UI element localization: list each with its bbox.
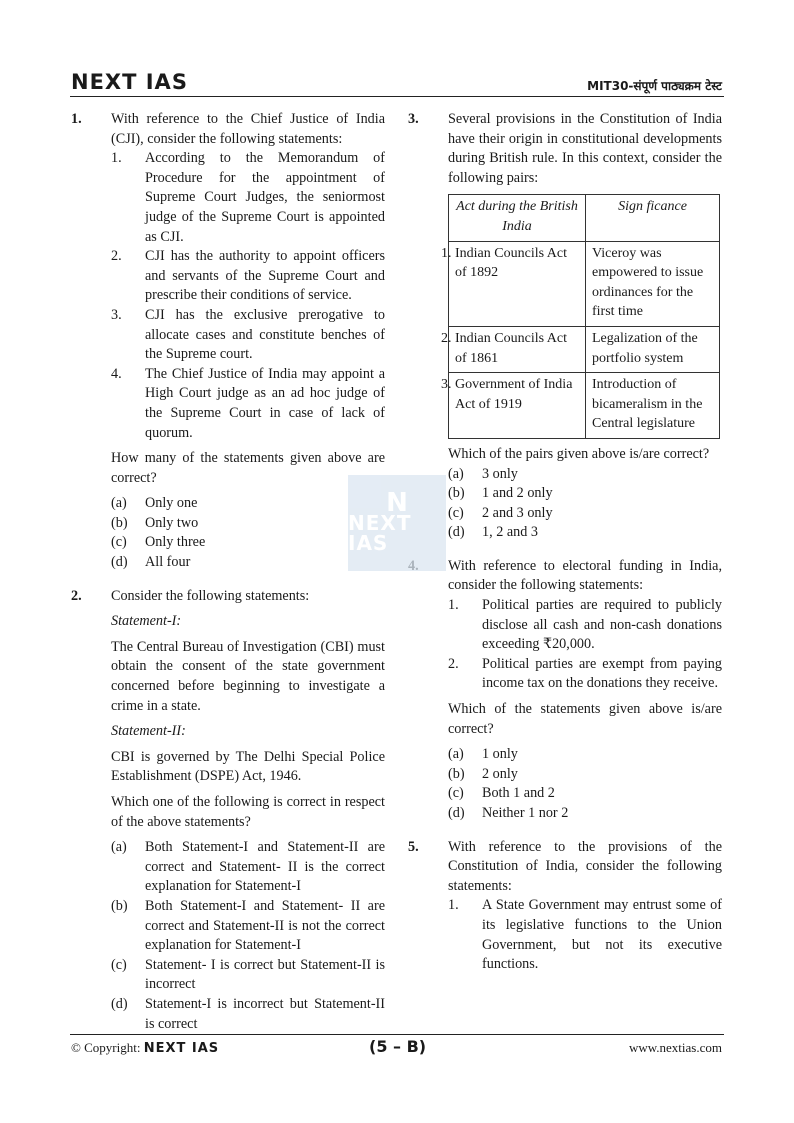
option-b[interactable] xyxy=(448,484,722,504)
option-d[interactable] xyxy=(448,523,722,543)
table-header-significance: Sign ficance xyxy=(586,195,720,241)
option-label: (b) xyxy=(111,514,128,531)
table-cell-act: 1. Indian Councils Act of 1892 xyxy=(449,241,586,326)
question-number: 3. xyxy=(408,111,419,127)
statement-number: 1. xyxy=(448,897,459,914)
statement-text: CJI has the authority to appoint officers and servants of the Supreme Court and prescribe their conditions of service. xyxy=(145,248,385,304)
statement-text: Political parties are required to publicly disclose all cash and non-cash donations exceeding ₹20,000. xyxy=(482,597,722,653)
page-number: (5 – B) xyxy=(369,1037,427,1056)
option-c[interactable] xyxy=(448,784,722,804)
option-text: Only three xyxy=(145,534,206,551)
table-row xyxy=(449,326,720,372)
table-header-act: Act during the British India xyxy=(449,195,586,241)
table-row xyxy=(449,241,720,326)
table-cell-significance: Introduction of bicameralism in the Central legislature xyxy=(586,373,720,439)
statement-text: A State Government may entrust some of its legislative functions to the Union Government, but not its executive functions. xyxy=(482,897,722,973)
option-text: 1 only xyxy=(482,746,518,763)
question-stem: Several provisions in the Constitution of India have their origin in constitutional developments during British rule. In this context, consider the following pairs: xyxy=(448,111,722,186)
option-label: (c) xyxy=(448,504,464,521)
option-text: Both Statement-I and Statement- II are correct and Statement-II is not the correct explanation for Statement-I xyxy=(145,897,385,954)
option-text: All four xyxy=(145,554,191,571)
footer-copyright xyxy=(71,1040,219,1056)
statement-list xyxy=(111,149,385,443)
option-text: Statement-I is incorrect but Statement-II is correct xyxy=(145,995,385,1032)
option-text: Both Statement-I and Statement-II are correct and Statement- II is the correct explanation for Statement-I xyxy=(145,839,385,895)
option-label: (c) xyxy=(111,956,127,973)
next-ias-watermark xyxy=(348,475,446,571)
option-c[interactable] xyxy=(448,504,722,524)
option-text: 1, 2 and 3 xyxy=(482,524,538,541)
statement-number: 4. xyxy=(111,365,122,382)
statement-1-text: The Central Bureau of Investigation (CBI) must obtain the consent of the state government concerned before beginning to investigate a crime in a state. xyxy=(111,638,385,714)
option-label: (c) xyxy=(448,785,464,802)
option-label: (b) xyxy=(448,765,465,782)
question-stem: With reference to the Chief Justice of India (CJI), consider the following statements: xyxy=(111,111,385,147)
option-text: Only two xyxy=(145,514,199,531)
next-ias-logo: NEXT IAS xyxy=(71,70,188,94)
question-body xyxy=(441,110,722,551)
option-label: (d) xyxy=(448,524,465,541)
question-stem: With reference to the provisions of the Constitution of India, consider the following statements: xyxy=(448,838,722,894)
option-label: (a) xyxy=(111,839,127,856)
option-text: Only one xyxy=(145,495,198,512)
footer-brand: NEXT IAS xyxy=(143,1041,220,1056)
option-text: 2 and 3 only xyxy=(482,504,553,521)
statement-item xyxy=(111,365,385,443)
option-a[interactable] xyxy=(111,494,385,514)
statement-1-label: Statement-I: xyxy=(111,613,182,630)
option-label: (c) xyxy=(111,534,127,551)
statement-2-label: Statement-II: xyxy=(111,723,186,740)
option-label: (b) xyxy=(448,485,465,502)
statement-number: 2. xyxy=(448,655,459,672)
statement-text: The Chief Justice of India may appoint a High Court judge as an ad hoc judge of the Supreme Court in case of lack of quorum. xyxy=(145,365,385,441)
statement-number: 3. xyxy=(111,306,122,323)
copyright-text: © Copyright: xyxy=(71,1040,141,1055)
watermark-mark: N xyxy=(386,488,408,518)
option-text: Statement- I is correct but Statement-II is incorrect xyxy=(145,956,385,993)
question-ask: How many of the statements given above are correct? xyxy=(111,450,385,486)
option-c[interactable] xyxy=(111,956,385,995)
question-4 xyxy=(408,557,722,832)
option-d[interactable] xyxy=(111,553,385,573)
statement-number: 1. xyxy=(448,597,459,614)
table-cell-act: 3. Government of India Act of 1919 xyxy=(449,373,586,439)
table-row xyxy=(449,373,720,439)
question-ask: Which of the statements given above is/are correct? xyxy=(448,701,722,737)
table-cell-significance: Viceroy was empowered to issue ordinances for the first time xyxy=(586,241,720,326)
question-5 xyxy=(408,838,722,981)
table-header-row xyxy=(449,195,720,241)
statement-list xyxy=(448,596,722,694)
question-stem: With reference to electoral funding in India, consider the following statements: xyxy=(448,557,722,594)
statement-item xyxy=(111,306,385,365)
option-c[interactable] xyxy=(111,533,385,553)
option-a[interactable] xyxy=(448,745,722,765)
question-2 xyxy=(71,587,385,1042)
statement-text: CJI has the exclusive prerogative to allocate cases and constitute benches of the Supreme court. xyxy=(145,306,385,363)
option-text: Neither 1 nor 2 xyxy=(482,805,569,821)
option-text: 1 and 2 only xyxy=(482,485,553,502)
option-d[interactable] xyxy=(111,995,385,1034)
question-ask: Which of the pairs given above is/are correct? xyxy=(448,445,710,462)
statement-text: Political parties are exempt from paying income tax on the donations they receive. xyxy=(482,655,722,692)
header-divider xyxy=(70,96,724,97)
option-label: (b) xyxy=(111,897,128,914)
statement-item xyxy=(111,247,385,306)
question-number: 2. xyxy=(71,587,82,604)
table-cell-act: 2. Indian Councils Act of 1861 xyxy=(449,326,586,372)
option-a[interactable] xyxy=(111,838,385,897)
right-column xyxy=(408,110,722,987)
statement-text: According to the Memorandum of Procedure for the appointment of Supreme Court Judges, the seniormost judge of the Supreme Court is appointed as CJI. xyxy=(145,150,385,245)
question-body xyxy=(111,587,385,1042)
test-name: MIT30-संपूर्ण पाठ्यक्रम टेस्ट xyxy=(587,79,722,93)
question-body xyxy=(448,557,722,832)
question-number: 5. xyxy=(408,838,419,855)
statement-list xyxy=(448,896,722,974)
statement-2-text: CBI is governed by The Delhi Special Police Establishment (DSPE) Act, 1946. xyxy=(111,748,385,785)
question-stem: Consider the following statements: xyxy=(111,587,310,604)
option-list xyxy=(111,494,385,572)
footer-divider xyxy=(70,1034,724,1035)
option-list xyxy=(111,838,385,1034)
option-list xyxy=(448,465,722,543)
statement-item xyxy=(448,896,722,974)
question-body xyxy=(448,838,722,981)
option-label: (a) xyxy=(448,465,464,482)
option-label: (d) xyxy=(111,995,128,1012)
statement-item xyxy=(448,596,722,655)
option-b[interactable] xyxy=(448,765,722,785)
question-1 xyxy=(71,110,385,581)
question-number xyxy=(408,557,448,832)
option-label: (a) xyxy=(448,746,464,763)
question-number: 1. xyxy=(71,111,82,127)
table-cell-significance: Legalization of the portfolio system xyxy=(586,326,720,372)
question-ask: Which one of the following is correct in respect of the above statements? xyxy=(111,794,385,830)
question-3 xyxy=(408,110,722,551)
option-a[interactable] xyxy=(448,465,722,485)
question-body xyxy=(111,110,385,581)
left-column xyxy=(71,110,385,1048)
option-b[interactable] xyxy=(111,897,385,956)
website-link[interactable]: www.nextias.com xyxy=(628,1040,722,1055)
pairs-table xyxy=(441,194,720,439)
option-d[interactable] xyxy=(448,804,722,824)
option-list xyxy=(448,745,722,823)
option-text: 3 only xyxy=(482,465,518,482)
statement-item xyxy=(448,655,722,694)
option-b[interactable] xyxy=(111,514,385,534)
option-text: Both 1 and 2 xyxy=(482,785,555,802)
option-label: (d) xyxy=(111,554,128,571)
statement-number: 2. xyxy=(111,248,122,265)
option-text: 2 only xyxy=(482,765,518,782)
watermark-text: NEXT IAS xyxy=(348,511,412,555)
option-label: (d) xyxy=(448,805,465,821)
option-label: (a) xyxy=(111,495,127,512)
statement-item xyxy=(111,149,385,247)
statement-number: 1. xyxy=(111,150,122,167)
